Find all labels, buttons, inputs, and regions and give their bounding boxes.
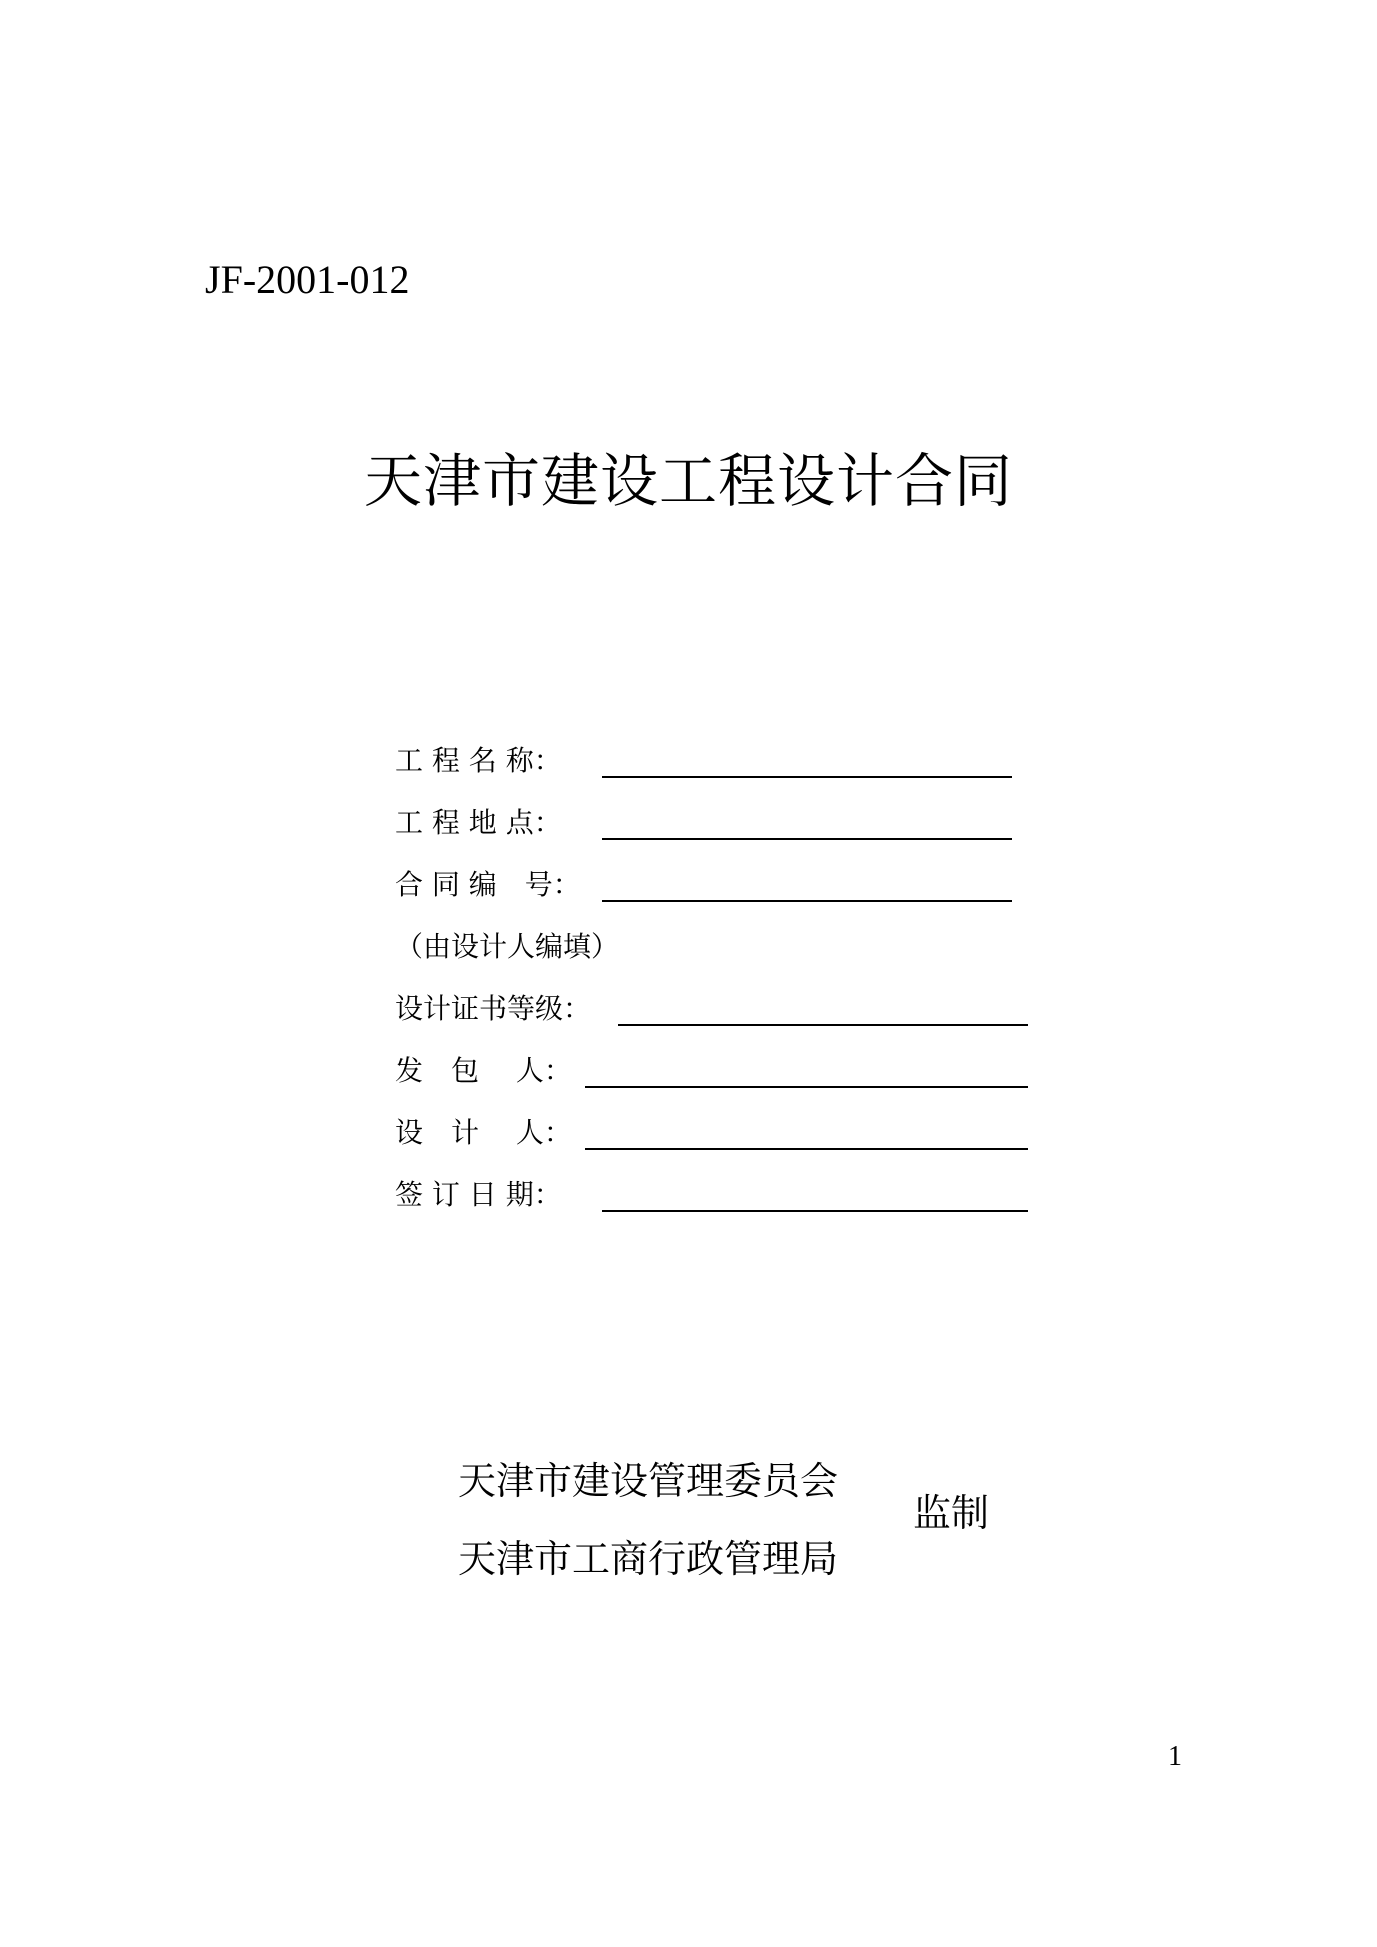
project-name-row [395,730,1045,792]
contract-number-blank[interactable] [602,900,1012,902]
project-name-label: 工 程 名 称： [395,744,562,777]
signing-date-row [395,1164,1045,1226]
client-label: 发 包 人： [395,1054,572,1087]
project-location-blank[interactable] [602,838,1012,840]
project-name-blank[interactable] [602,776,1012,778]
supervision-label: 监制 [913,1491,990,1535]
contract-info-fields [395,730,1045,1226]
certificate-level-row [395,978,1045,1040]
authority-construction-committee: 天津市建设管理委员会 [458,1459,839,1503]
project-location-label: 工 程 地 点： [395,806,562,839]
document-title: 天津市建设工程设计合同 [363,447,1013,515]
contract-number-note: （由设计人编填） [395,930,620,963]
issuing-authorities [458,1442,838,1598]
designer-label: 设 计 人： [395,1116,572,1149]
client-blank[interactable] [585,1086,1028,1088]
authority-industry-commerce-bureau: 天津市工商行政管理局 [458,1537,839,1581]
document-code: JF-2001-012 [205,257,410,302]
designer-blank[interactable] [585,1148,1028,1150]
page-number: 1 [1168,1741,1182,1772]
signing-date-label: 签 订 日 期： [395,1178,562,1211]
signing-date-blank[interactable] [602,1210,1028,1212]
contract-number-label: 合 同 编 号： [395,868,581,901]
certificate-level-blank[interactable] [618,1024,1028,1026]
designer-row [395,1102,1045,1164]
client-row [395,1040,1045,1102]
contract-number-row [395,854,1045,916]
project-location-row [395,792,1045,854]
contract-number-note-row [395,916,1045,978]
certificate-level-label: 设计证书等级： [395,992,592,1025]
